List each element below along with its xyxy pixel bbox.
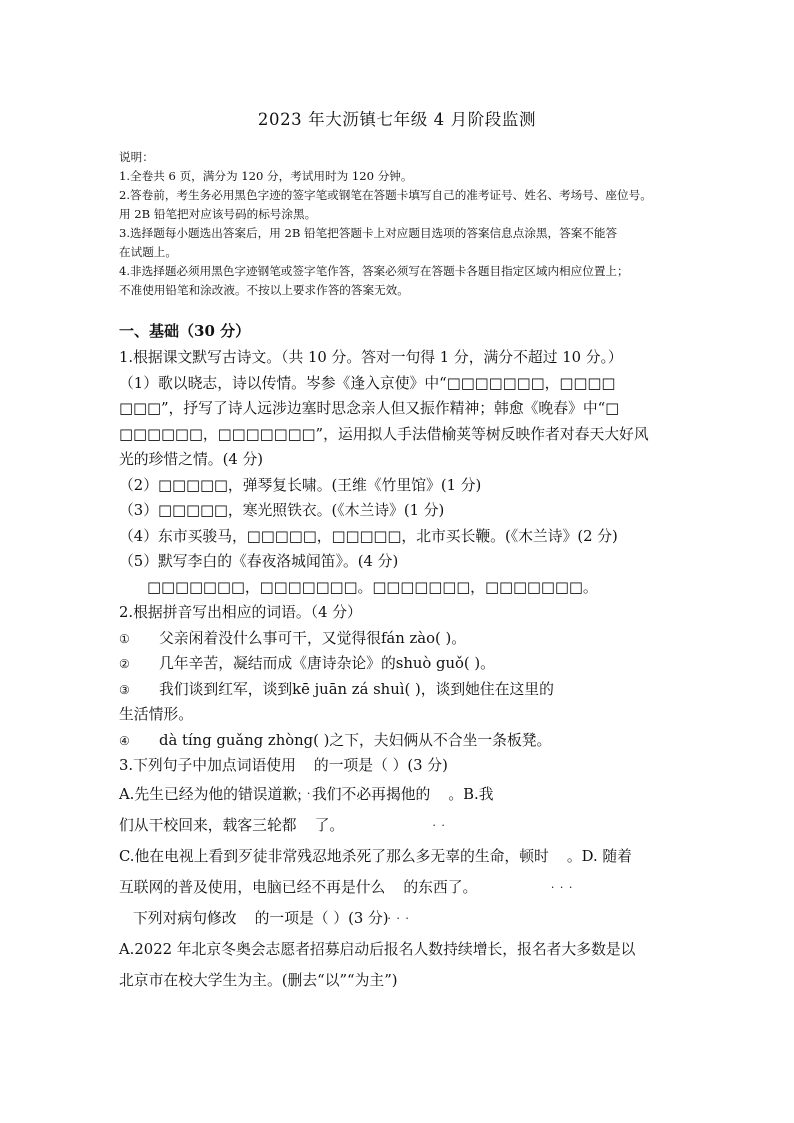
- section-heading: 一、基础（30 分）: [119, 322, 251, 340]
- instruction-line: 2.答卷前，考生务必用黑色字迹的签字笔或钢笔在答题卡填写自己的准考证号、姓名、考场号、座位号。: [119, 188, 652, 202]
- instruction-line: 4.非选择题必须用黑色字迹钢笔或签字笔作答，答案必须写在答题卡各题目指定区域内相应位置上；: [119, 264, 629, 278]
- exam-title: 2023 年大沥镇七年级 4 月阶段监测: [257, 110, 537, 129]
- question-1-part-2: （2）□□□□□，弹琴复长啸。(王维《竹里馆》(1 分): [119, 476, 482, 494]
- question-1-part-5-blanks: □□□□□□□，□□□□□□□。□□□□□□□，□□□□□□□。: [147, 578, 598, 596]
- question-3-option-d-cont: 互联网的普及使用，电脑已经不再是什么 的东西了。: [119, 878, 478, 896]
- question-2-item: [119, 626, 679, 652]
- item-text: 父亲闲着没什么事可干，又觉得很fán zào( )。: [159, 629, 467, 647]
- instructions-heading: 说明：: [119, 150, 154, 164]
- question-2-item: [119, 677, 679, 703]
- question-1-part-1: 光的珍惜之情。(4 分): [119, 451, 264, 468]
- instruction-line: 不准使用铅笔和涂改液。不按以上要求作答的答案无效。: [119, 283, 409, 297]
- question-1-part-1: （1）歌以晓志，诗以传情。岑参《逢入京使》中“□□□□□□□，□□□□: [119, 374, 616, 392]
- question-1-part-4: （4）东市买骏马，□□□□□，□□□□□，北市买长鞭。(《木兰诗》(2 分): [119, 527, 618, 545]
- question-2-item: [119, 651, 679, 677]
- item-marker: ④: [119, 733, 130, 748]
- item-marker: ①: [119, 631, 130, 646]
- question-1-part-5: （5）默写李白的《春夜洛城闻笛》。(4 分): [119, 553, 399, 570]
- question-1-part-1: □□□□□□，□□□□□□□”，运用拟人手法借榆荚等树反映作者对春天大好风: [119, 425, 649, 443]
- question-3-stem: 3.下列句子中加点词语使用 的一项是（ ）(3 分): [119, 757, 448, 774]
- question-1-part-3: （3）□□□□□，寒光照铁衣。(《木兰诗》(1 分): [119, 502, 445, 519]
- instruction-line: 在试题上。: [119, 245, 177, 259]
- question-2-stem: 2.根据拼音写出相应的词语。（4 分）: [119, 604, 362, 621]
- question-3-option-a-b: A.先生已经为他的错误道歉，我们不必再揭他的 。B.我: [119, 785, 494, 803]
- item-text: 几年辛苦，凝结而成《唐诗杂论》的shuò guǒ( )。: [159, 655, 495, 672]
- question-3-option-b-cont: 们从干校回来，载客三轮都 了。: [119, 816, 345, 834]
- question-1-part-1: □□□”，抒写了诗人远涉边塞时思念亲人但又振作精神；韩愈《晚春》中“□: [119, 400, 620, 417]
- question-4-option-a-cont: 北京市在校大学生为主。(删去“以”“为主”): [119, 971, 398, 989]
- question-3-option-c-d: C.他在电视上看到歹徒非常残忍地杀死了那么多无辜的生命，顿时 。D. 随着: [119, 847, 632, 865]
- question-2-item: [119, 728, 679, 754]
- instruction-line: 用 2B 铅笔把对应该号码的标号涂黑。: [119, 207, 317, 221]
- item-marker: ②: [119, 657, 130, 671]
- item-text: 我们谈到红军，谈到kē juān zá shuì( )，谈到她住在这里的: [159, 680, 554, 698]
- question-2-item-continuation: 生活情形。: [119, 706, 193, 723]
- question-4-option-a: A.2022 年北京冬奥会志愿者招募启动后报名人数持续增长，报名者大多数是以: [119, 940, 636, 958]
- item-marker: ③: [119, 682, 130, 697]
- instruction-line: 3.选择题每小题选出答案后，用 2B 铅笔把答题卡上对应题目选项的答案信息点涂黑，答案不能答: [119, 226, 618, 240]
- question-1-stem: 1.根据课文默写古诗文。（共 10 分。答对一句得 1 分，满分不超过 10 分。）: [119, 349, 623, 366]
- instruction-line: 1.全卷共 6 页，满分为 120 分，考试用时为 120 分钟。: [119, 169, 413, 183]
- question-4-stem: 下列对病句修改 的一项是（ ）(3 分): [133, 909, 389, 927]
- exam-body: [119, 318, 679, 996]
- item-text: dà tíng guǎng zhòng( )之下，夫妇俩从不合坐一条板凳。: [159, 731, 552, 749]
- instructions: [119, 148, 679, 300]
